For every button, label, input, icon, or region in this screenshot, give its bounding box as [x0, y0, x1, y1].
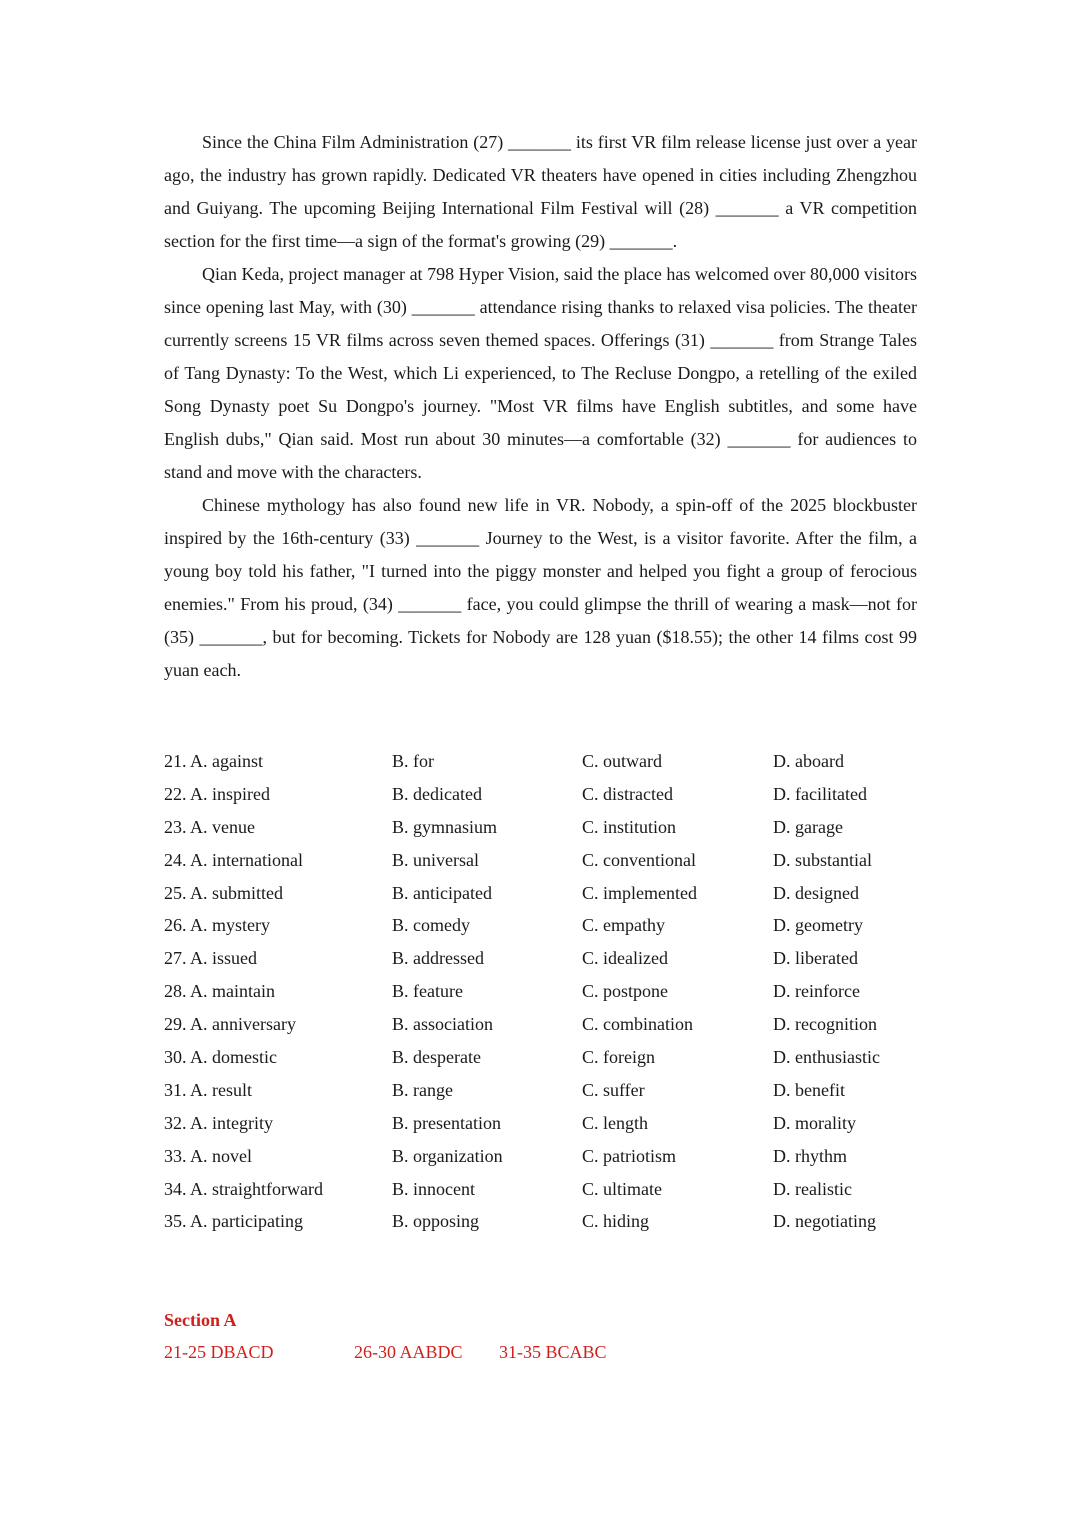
option-c: C. idealized — [582, 948, 668, 969]
option-c: C. implemented — [582, 882, 697, 903]
option-d: D. designed — [773, 882, 859, 903]
option-row — [164, 975, 924, 1008]
option-c: C. hiding — [582, 1211, 650, 1232]
option-c: C. empathy — [582, 915, 665, 936]
option-row — [164, 1008, 924, 1041]
option-a: 31. A. result — [164, 1079, 252, 1100]
option-a: 23. A. venue — [164, 816, 255, 837]
option-d: D. garage — [773, 816, 843, 837]
option-d: D. recognition — [773, 1014, 877, 1035]
option-d: D. realistic — [773, 1178, 852, 1199]
answer-key-21-25: 21-25 DBACD — [164, 1342, 274, 1362]
option-d: D. aboard — [773, 751, 844, 771]
option-c: C. patriotism — [582, 1145, 676, 1166]
option-c: C. institution — [582, 816, 677, 837]
option-b: B. desperate — [392, 1047, 481, 1068]
option-d: D. morality — [773, 1112, 856, 1133]
option-row — [164, 844, 924, 877]
reading-passage — [164, 126, 917, 687]
option-c: C. length — [582, 1112, 648, 1133]
answer-key-26-30: 26-30 AABDC — [354, 1342, 463, 1362]
option-c: C. ultimate — [582, 1178, 662, 1199]
option-d: D. reinforce — [773, 981, 860, 1002]
option-b: B. anticipated — [392, 882, 492, 903]
option-row — [164, 811, 924, 844]
option-row — [164, 1041, 924, 1074]
option-d: D. benefit — [773, 1079, 845, 1100]
option-row — [164, 1074, 924, 1107]
option-a: 35. A. participating — [164, 1211, 303, 1232]
option-row — [164, 1173, 924, 1206]
option-a: 27. A. issued — [164, 948, 258, 969]
option-c: C. conventional — [582, 849, 696, 870]
option-row — [164, 1205, 924, 1238]
passage-paragraph-2: Qian Keda, project manager at 798 Hyper Vision, said the place has welcomed over 80,000 visitors since opening last May, with (30) _______ attendance rising thanks to relaxed visa policies. The theater currently screens 15 VR films across seven themed spaces. Offerings (31) _______ from Strange Tales of Tang Dynasty: To the West, which Li experienced, to The Recluse Dongpo, a retelling of the exiled Song Dynasty poet Su Dongpo's journey. "Most VR films have English subtitles, and some have English dubs," Qian said. Most run about 30 minutes—a comfortable (32) _______ for audiences to stand and move with the characters. — [164, 264, 917, 482]
option-a: 33. A. novel — [164, 1145, 252, 1166]
option-d: D. rhythm — [773, 1145, 847, 1166]
passage-paragraph-3: Chinese mythology has also found new life in VR. Nobody, a spin-off of the 2025 blockbuster inspired by the 16th-century (33) _______ Journey to the West, is a visitor favorite. After the film, a young boy told his father, "I turned into the piggy monster and helped you fight a group of ferocious enemies." From his proud, (34) _______ face, you could glimpse the thrill of wearing a mask—not for (35) _______, but for becoming. Tickets for Nobody are 128 yuan ($18.55); the other 14 films cost 99 yuan each. — [164, 495, 917, 680]
option-c: C. distracted — [582, 783, 673, 804]
passage-paragraph-1: Since the China Film Administration (27) _______ its first VR film release license just over a year ago, the industry has grown rapidly. Dedicated VR theaters have opened in cities including Zhengzhou and Guiyang. The upcoming Beijing International Film Festival will (28) _______ a VR competition section for the first time—a sign of the format's growing (29) _______. — [164, 132, 917, 251]
option-b: B. association — [392, 1014, 493, 1035]
option-row — [164, 1140, 924, 1173]
option-d: D. geometry — [773, 915, 863, 936]
option-row — [164, 778, 924, 811]
option-c: C. foreign — [582, 1047, 655, 1068]
option-c: C. suffer — [582, 1079, 645, 1100]
option-b: B. gymnasium — [392, 816, 498, 837]
option-b: B. presentation — [392, 1112, 501, 1133]
option-a: 28. A. maintain — [164, 981, 275, 1002]
option-d: D. enthusiastic — [773, 1047, 880, 1068]
option-d: D. facilitated — [773, 783, 867, 804]
option-c: C. combination — [582, 1014, 693, 1035]
option-a: 22. A. inspired — [164, 783, 270, 804]
option-c: C. postpone — [582, 981, 669, 1002]
option-b: B. range — [392, 1079, 453, 1100]
option-row — [164, 877, 924, 910]
option-a: 29. A. anniversary — [164, 1014, 296, 1035]
option-d: D. substantial — [773, 849, 872, 870]
answer-key-row — [164, 1337, 864, 1367]
option-row — [164, 942, 924, 975]
option-b: B. feature — [392, 981, 463, 1002]
option-d: D. negotiating — [773, 1211, 876, 1232]
answer-key — [164, 1305, 864, 1367]
option-b: B. addressed — [392, 948, 484, 969]
option-b: B. innocent — [392, 1178, 475, 1199]
option-row — [164, 745, 924, 778]
option-b: B. comedy — [392, 915, 470, 936]
option-c: C. outward — [582, 751, 662, 771]
option-b: B. organization — [392, 1145, 503, 1166]
option-a: 34. A. straightforward — [164, 1178, 323, 1199]
answer-options-list — [164, 745, 924, 1238]
option-b: B. dedicated — [392, 783, 482, 804]
option-row — [164, 909, 924, 942]
option-b: B. universal — [392, 849, 479, 870]
option-b: B. opposing — [392, 1211, 480, 1232]
option-b: B. for — [392, 751, 434, 771]
answer-key-31-35: 31-35 BCABC — [499, 1342, 607, 1362]
option-a: 26. A. mystery — [164, 915, 270, 936]
option-row — [164, 1107, 924, 1140]
option-a: 30. A. domestic — [164, 1047, 277, 1068]
option-d: D. liberated — [773, 948, 858, 969]
option-a: 24. A. international — [164, 849, 303, 870]
option-a: 21. A. against — [164, 751, 263, 771]
option-a: 32. A. integrity — [164, 1112, 273, 1133]
answer-key-heading: Section A — [164, 1310, 237, 1330]
option-a: 25. A. submitted — [164, 882, 284, 903]
